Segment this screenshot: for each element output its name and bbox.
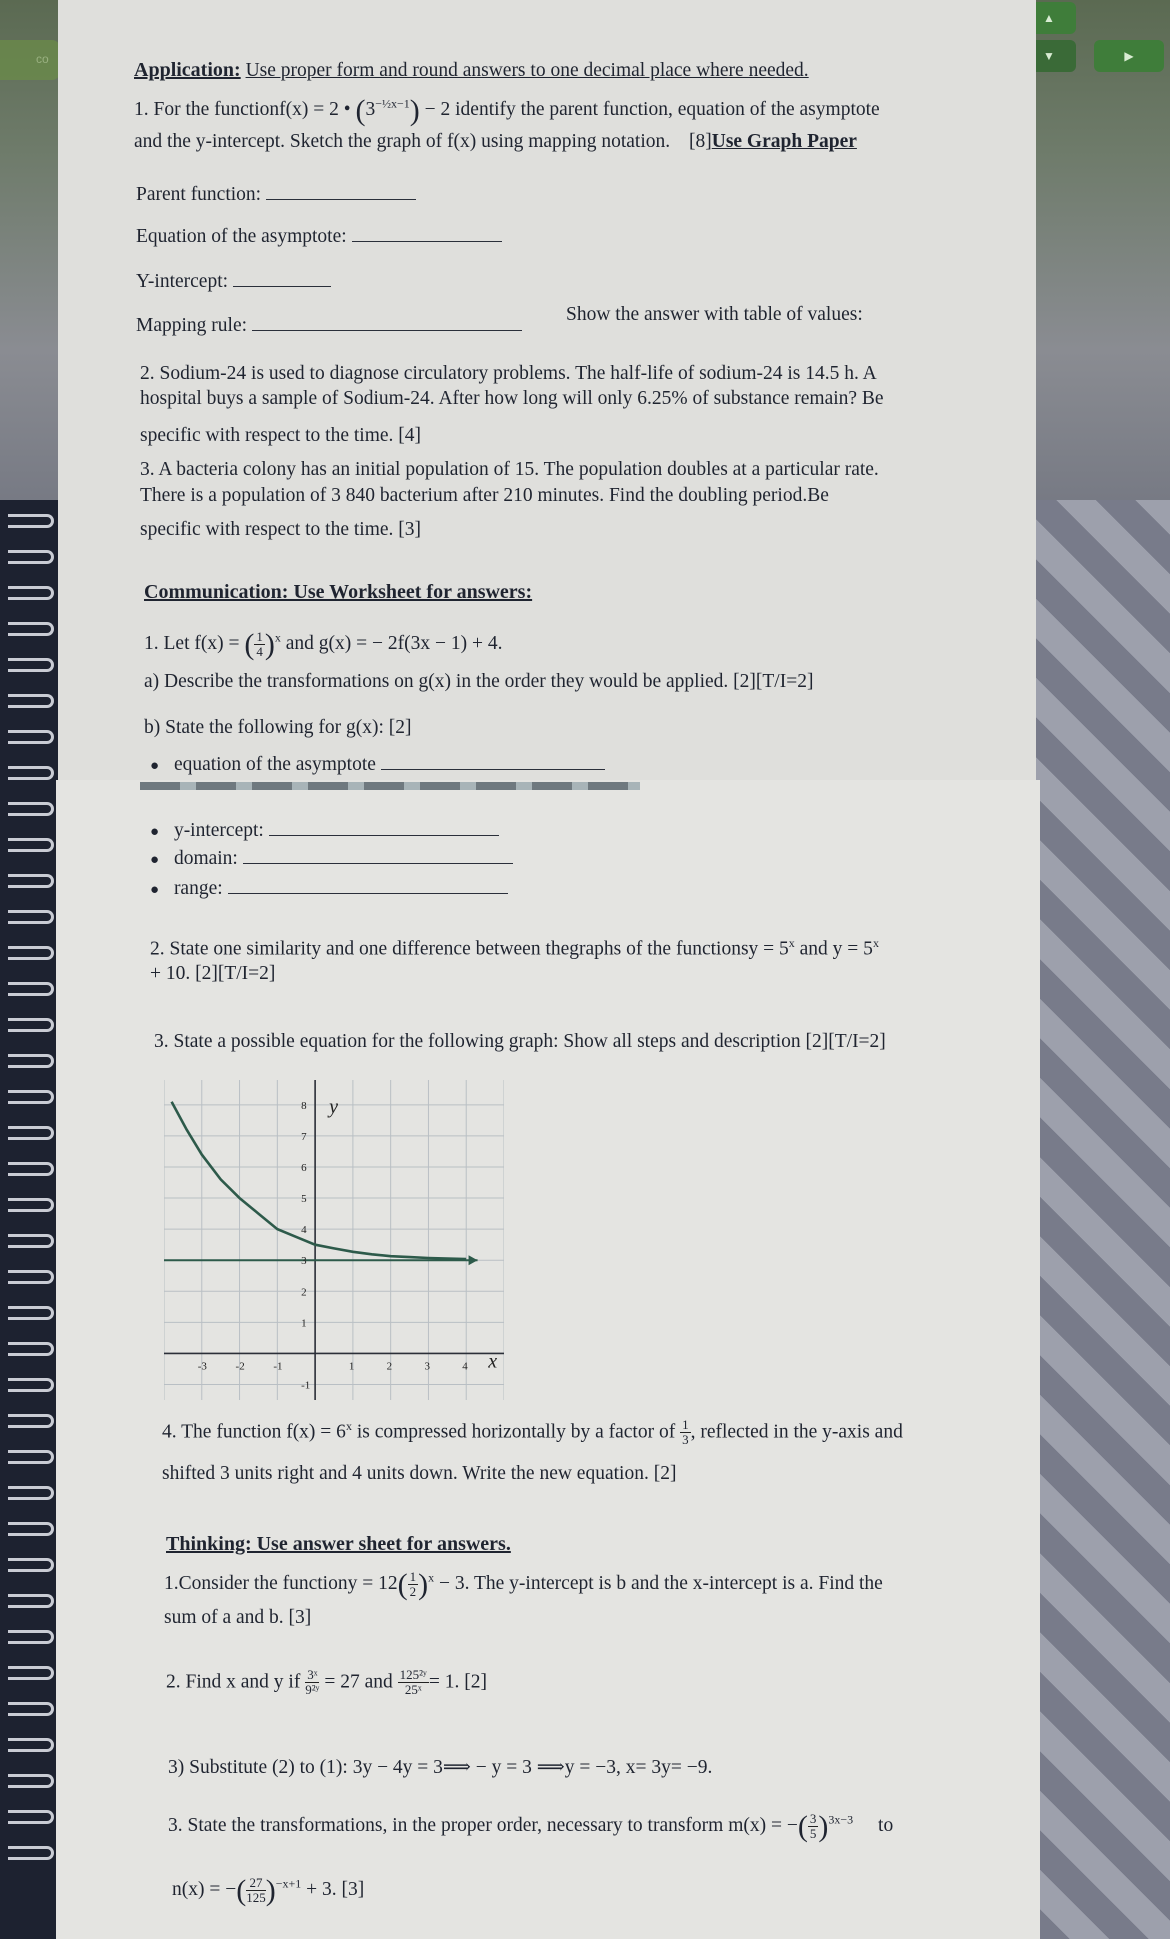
parent-function-field: Parent function: xyxy=(136,182,416,207)
binder-ring xyxy=(8,694,54,708)
binder-ring xyxy=(8,982,54,996)
asymptote-field: Equation of the asymptote: xyxy=(136,224,502,249)
x-axis-label: x xyxy=(488,1350,498,1373)
x-tick-label: -2 xyxy=(235,1360,245,1373)
communication-q1a: a) Describe the transformations on g(x) in the order they would be applied. [2][T/I=2] xyxy=(144,671,814,692)
thinking-q2-work: 3) Substitute (2) to (1): 3y − 4y = 3⟹ − y = 3 ⟹y = −3, x= 3y= −9. xyxy=(168,1757,713,1778)
y-tick-label: -1 xyxy=(301,1379,311,1392)
application-header: Application: Use proper form and round answers to one decimal place where needed. xyxy=(134,59,809,81)
x-tick-label: 1 xyxy=(348,1360,355,1373)
binder-ring xyxy=(8,1414,54,1428)
binder-ring xyxy=(8,838,54,852)
communication-q4-line2: shifted 3 units right and 4 units down. Write the new equation. [2] xyxy=(162,1463,677,1484)
application-q3-line3: specific with respect to the time. [3] xyxy=(140,519,422,540)
application-q3-line2: There is a population of 3 840 bacterium after 210 minutes. Find the doubling period.Be xyxy=(140,485,829,506)
binder-ring xyxy=(8,1090,54,1104)
binder-ring xyxy=(8,1666,54,1680)
down-arrow-icon[interactable]: ▼ xyxy=(1022,40,1076,72)
binder-ring xyxy=(8,550,54,564)
thinking-q1-line1: 1.Consider the functiony = 12( $\frac{1}{2}$ )$^x$ − 3. The y-intercept is b and the x-intercept is a. Find the xyxy=(164,1568,883,1601)
communication-header: Communication: Use Worksheet for answers: xyxy=(144,581,533,603)
communication-q2-line1: 2. State one similarity and one difference between thegraphs of the functionsy = $5^x$ and $y = 5^x$ xyxy=(150,936,879,960)
binder-ring xyxy=(8,1846,54,1860)
binder-ring xyxy=(8,1270,54,1284)
binder-ring xyxy=(8,1702,54,1716)
y-tick-label: 6 xyxy=(301,1161,307,1174)
communication-q2-line2: + 10. [2][T/I=2] xyxy=(150,963,276,984)
binder-ring xyxy=(8,514,54,528)
x-tick-label: 3 xyxy=(424,1360,430,1373)
binder-ring xyxy=(8,1738,54,1752)
thinking-header: Thinking: Use answer sheet for answers. xyxy=(166,1533,511,1555)
application-q1-line1: 1. For the functionf(x) = 2 • $(3^{-\frac{1}{2}x-1}) - 2$ identify the parent function, equation of the asymptote xyxy=(134,94,880,127)
binder-ring xyxy=(8,1018,54,1032)
y-tick-label: 5 xyxy=(301,1193,307,1206)
left-tab[interactable]: co xyxy=(0,40,60,80)
binder-ring xyxy=(8,1198,54,1212)
binder-ring xyxy=(8,1054,54,1068)
exponential-graph xyxy=(164,1080,504,1400)
thinking-q3-line1: 3. State the transformations, in the proper order, necessary to transform m(x) = −( $\frac{3}{5}$ )$^{3x-3}$ to xyxy=(168,1810,894,1843)
binder-ring xyxy=(8,1234,54,1248)
y-tick-label: 1 xyxy=(301,1317,307,1330)
x-tick-label: -1 xyxy=(273,1360,283,1373)
next-arrow-icon[interactable]: ▶ xyxy=(1094,40,1164,72)
binder-ring xyxy=(8,1522,54,1536)
curve-line xyxy=(172,1099,467,1259)
binder-ring xyxy=(8,1162,54,1176)
binder-ring xyxy=(8,1774,54,1788)
bullet-asymptote: ● equation of the asymptote xyxy=(150,752,605,777)
y-tick-label: 8 xyxy=(301,1099,307,1112)
binder-ring xyxy=(8,874,54,888)
y-intercept-field: Y-intercept: xyxy=(136,269,331,294)
y-tick-label: 3 xyxy=(301,1255,307,1268)
thinking-q1-line2: sum of a and b. [3] xyxy=(164,1607,312,1628)
binder-ring xyxy=(8,586,54,600)
x-tick-label: 2 xyxy=(386,1360,393,1373)
application-q2-line3: specific with respect to the time. [4] xyxy=(140,425,422,446)
bullet-y-intercept: ● y-intercept: xyxy=(150,818,499,843)
y-tick-label: 2 xyxy=(301,1286,307,1299)
thinking-q2: 2. Find x and y if $\frac{\text{3ˣ}}{\text{9²ʸ}}$ = 27 and $\frac{\text{125²ʸ}}{\text{25ˣ}}$ = 1. [2] xyxy=(166,1667,488,1698)
binder-ring xyxy=(8,910,54,924)
binder-ring xyxy=(8,1558,54,1572)
application-q3-line1: 3. A bacteria colony has an initial population of 15. The population doubles at a particular rate. xyxy=(140,459,879,480)
communication-q1: 1. Let f(x) = ( $\frac{1}{4}$ )$^x$ and g(x) = − 2f(3x − 1) + 4. xyxy=(144,628,503,661)
y-axis-label: y xyxy=(329,1095,339,1118)
binder-ring xyxy=(8,1594,54,1608)
communication-q3: 3. State a possible equation for the following graph: Show all steps and description [2][T/I=2] xyxy=(154,1031,886,1052)
binder-ring xyxy=(8,1342,54,1356)
communication-q1b: b) State the following for g(x): [2] xyxy=(144,717,412,738)
bullet-range: ● range: xyxy=(150,876,508,901)
communication-q4-line1: 4. The function $f(x) = 6^x$ is compressed horizontally by a factor of $\frac{1}{3}$ , reflected in the y-axis and xyxy=(162,1417,903,1448)
asymptote-arrow xyxy=(469,1255,478,1265)
binder-spine xyxy=(0,500,60,1939)
redacted-strip xyxy=(140,782,640,790)
binder-ring xyxy=(8,1450,54,1464)
binder-ring xyxy=(8,1378,54,1392)
y-tick-label: 7 xyxy=(301,1130,307,1143)
bullet-domain: ● domain: xyxy=(150,846,513,871)
binder-ring xyxy=(8,1810,54,1824)
x-tick-label: -3 xyxy=(197,1360,207,1373)
y-tick-label: 4 xyxy=(301,1224,307,1237)
x-tick-label: 4 xyxy=(462,1360,468,1373)
application-q2-line2: hospital buys a sample of Sodium-24. After how long will only 6.25% of substance remain? Be xyxy=(140,388,884,409)
binder-ring xyxy=(8,622,54,636)
binder-ring xyxy=(8,730,54,744)
table-of-values-label: Show the answer with table of values: xyxy=(566,304,863,325)
binder-ring xyxy=(8,658,54,672)
binder-ring xyxy=(8,1126,54,1140)
binder-ring xyxy=(8,946,54,960)
binder-ring xyxy=(8,802,54,816)
binder-ring xyxy=(8,1486,54,1500)
application-q2-line1: 2. Sodium-24 is used to diagnose circulatory problems. The half-life of sodium-24 is 14.5 h. A xyxy=(140,363,877,384)
thinking-q3-line2: n(x) = −( $\frac{27}{125}$ )$^{-x+1}$ + 3. [3] xyxy=(172,1874,365,1907)
binder-ring xyxy=(8,1630,54,1644)
binder-ring xyxy=(8,766,54,780)
up-arrow-icon[interactable]: ▲ xyxy=(1022,2,1076,34)
binder-ring xyxy=(8,1306,54,1320)
mapping-rule-field: Mapping rule: xyxy=(136,313,522,338)
application-q1-line2: and the y-intercept. Sketch the graph of f(x) using mapping notation. [8]Use Graph Paper xyxy=(134,131,857,152)
fabric-background xyxy=(1030,500,1170,1939)
